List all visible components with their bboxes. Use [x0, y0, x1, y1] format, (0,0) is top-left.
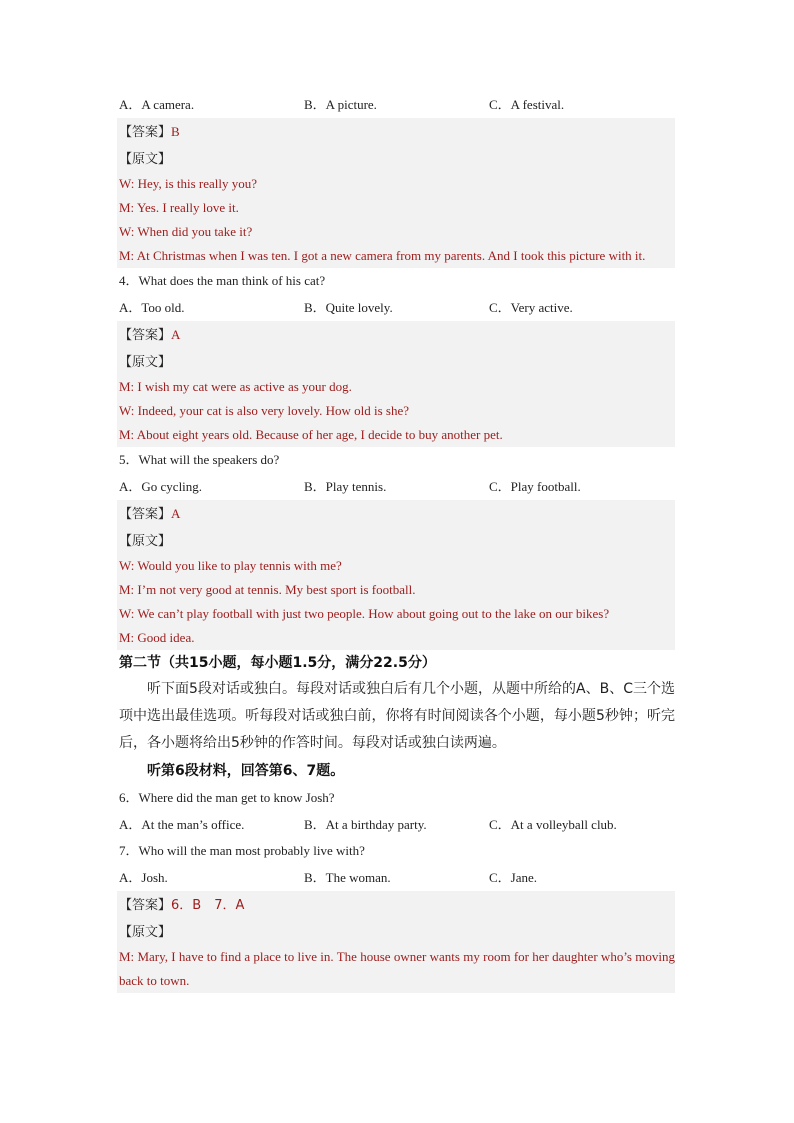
- q6-7-answer-block: [117, 891, 675, 993]
- q7-option-a: A．Josh.: [119, 870, 168, 885]
- q7-options: [119, 864, 675, 891]
- q4-answer: 【答案】A: [119, 327, 181, 343]
- q3-option-b: B．A picture.: [304, 97, 377, 112]
- q3-answer-block: [117, 118, 675, 268]
- section-heading: 第二节（共15小题，每小题1.5分，满分22.5分）: [119, 655, 436, 671]
- q4-script-line: M: About eight years old. Because of her age, I decide to buy another pet.: [119, 427, 503, 442]
- q3-options: [119, 92, 675, 118]
- q7-question: 7．Who will the man most probably live with?: [119, 843, 365, 858]
- q7-option-c: C．Jane.: [489, 870, 538, 885]
- q4-option-a: A．Too old.: [119, 300, 185, 315]
- q4-options: [119, 294, 675, 321]
- q3-script-line: W: Hey, is this really you?: [119, 176, 258, 191]
- q5-options: [119, 473, 675, 500]
- q6-option-b: B．At a birthday party.: [304, 817, 427, 832]
- q5-script-line: W: Would you like to play tennis with me?: [119, 558, 342, 573]
- q5-script-line: M: Good idea.: [119, 630, 195, 645]
- q5-question: 5．What will the speakers do?: [119, 452, 280, 467]
- q5-option-a: A．Go cycling.: [119, 479, 203, 494]
- q6-option-a: A．At the man’s office.: [119, 817, 245, 832]
- q5-script-line: M: I’m not very good at tennis. My best sport is football.: [119, 582, 416, 597]
- q6-7-script-label: 【原文】: [119, 925, 172, 940]
- q6-question: 6．Where did the man get to know Josh?: [119, 790, 335, 805]
- q6-option-c: C．At a volleyball club.: [489, 817, 617, 832]
- q5-answer: 【答案】A: [119, 506, 181, 522]
- q4-script-line: W: Indeed, your cat is also very lovely. How old is she?: [119, 403, 410, 418]
- q7-option-b: B．The woman.: [304, 870, 391, 885]
- q6-7-answer: 【答案】6．B 7．A: [119, 898, 245, 913]
- document-page: [119, 92, 675, 993]
- q4-answer-block: [117, 321, 675, 447]
- q4-script-label: 【原文】: [119, 355, 172, 370]
- q6-7-script-line: M: Mary, I have to find a place to live in. The house owner wants my room for her daughter who’s moving back to town.: [119, 949, 675, 988]
- q5-script-label: 【原文】: [119, 534, 172, 549]
- q3-option-a: A．A camera.: [119, 97, 195, 112]
- q4-script-line: M: I wish my cat were as active as your dog.: [119, 379, 352, 394]
- q3-script-line: M: At Christmas when I was ten. I got a new camera from my parents. And I took this picture with it.: [119, 248, 646, 263]
- section-instructions: 听下面5段对话或独白。每段对话或独白后有几个小题，从题中所给的A、B、C三个选项中选出最佳选项。听每段对话或独白前，你将有时间阅读各个小题，每小题5秒钟；听完后，各小题将给出5秒钟的作答时间。每段对话或独白读两遍。: [119, 681, 675, 751]
- q3-option-c: C．A festival.: [489, 97, 565, 112]
- q5-script-line: W: We can’t play football with just two people. How about going out to the lake on our bikes?: [119, 606, 610, 621]
- q3-answer: 【答案】B: [119, 124, 180, 140]
- q3-script-label: 【原文】: [119, 152, 172, 167]
- q4-option-b: B．Quite lovely.: [304, 300, 393, 315]
- q4-option-c: C．Very active.: [489, 300, 573, 315]
- q4-question: 4．What does the man think of his cat?: [119, 273, 326, 288]
- section-subheading: 听第6段材料，回答第6、7题。: [147, 763, 345, 779]
- q3-script-line: W: When did you take it?: [119, 224, 253, 239]
- q3-script-line: M: Yes. I really love it.: [119, 200, 239, 215]
- q5-option-c: C．Play football.: [489, 479, 581, 494]
- q5-option-b: B．Play tennis.: [304, 479, 387, 494]
- q5-answer-block: [117, 500, 675, 650]
- q6-options: [119, 811, 675, 838]
